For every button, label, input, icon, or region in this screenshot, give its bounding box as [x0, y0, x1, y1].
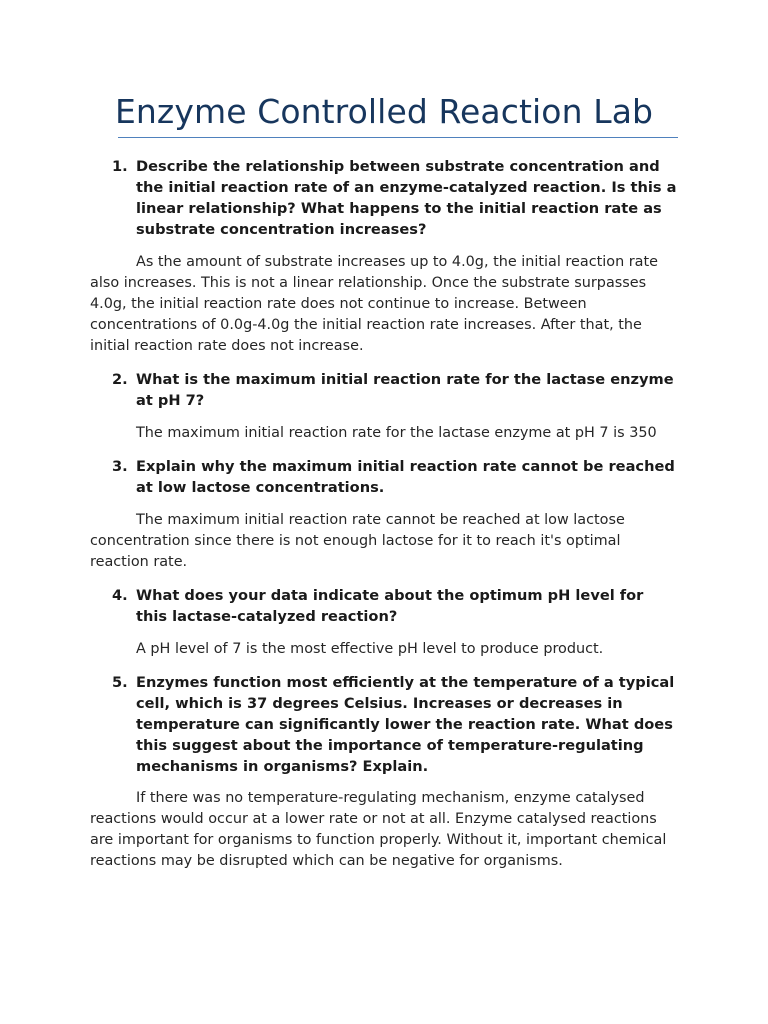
- qa-item-2: [90, 369, 678, 444]
- document-page: [90, 90, 678, 872]
- question-5: [90, 672, 678, 777]
- question-number-1: 1.: [112, 158, 128, 175]
- question-text-4: What does your data indicate about the optimum pH level for this lactase-catalyzed reaction?: [136, 587, 644, 625]
- title-underline: [118, 137, 678, 138]
- question-3: [90, 456, 678, 498]
- answer-2: The maximum initial reaction rate for the lactase enzyme at pH 7 is 350: [136, 425, 657, 441]
- qa-item-4: [90, 585, 678, 660]
- question-number-2: 2.: [112, 371, 128, 388]
- question-number-3: 3.: [112, 458, 128, 475]
- question-text-2: What is the maximum initial reaction rate for the lactase enzyme at pH 7?: [136, 371, 674, 409]
- qa-item-1: [90, 156, 678, 357]
- answer-1: As the amount of substrate increases up to 4.0g, the initial reaction rate also increases. This is not a linear relationship. Once the substrate surpasses 4.0g, the initial reaction rate does not continue to increase. Between concentrations of 0.0g-4.0g the initial reaction rate increases. After that, the initial reaction rate does not increase.: [90, 254, 658, 354]
- qa-item-3: [90, 456, 678, 573]
- question-text-1: Describe the relationship between substrate concentration and the initial reaction rate of an enzyme-catalyzed reaction. Is this a linear relationship? What happens to the initial reaction rate as substrate concentration increases?: [136, 158, 677, 238]
- question-number-4: 4.: [112, 587, 128, 604]
- qa-item-5: [90, 672, 678, 872]
- answer-3: The maximum initial reaction rate cannot be reached at low lactose concentration since there is not enough lactose for it to reach it's optimal reaction rate.: [90, 512, 625, 570]
- question-1: [90, 156, 678, 240]
- document-title: Enzyme Controlled Reaction Lab: [114, 92, 654, 131]
- answer-4: A pH level of 7 is the most effective pH level to produce product.: [136, 641, 604, 657]
- question-text-3: Explain why the maximum initial reaction rate cannot be reached at low lactose concentrations.: [136, 458, 675, 496]
- answer-5: If there was no temperature-regulating mechanism, enzyme catalysed reactions would occur at a lower rate or not at all. Enzyme catalysed reactions are important for organisms to function properly. Without it, important chemical reactions may be disrupted which can be negative for organisms.: [90, 790, 667, 869]
- question-4: [90, 585, 678, 627]
- question-number-5: 5.: [112, 674, 128, 691]
- question-2: [90, 369, 678, 411]
- question-text-5: Enzymes function most efficiently at the temperature of a typical cell, which is 37 degrees Celsius. Increases or decreases in temperature can significantly lower the reaction rate. What does this suggest about the importance of temperature-regulating mechanisms in organisms? Explain.: [136, 674, 675, 775]
